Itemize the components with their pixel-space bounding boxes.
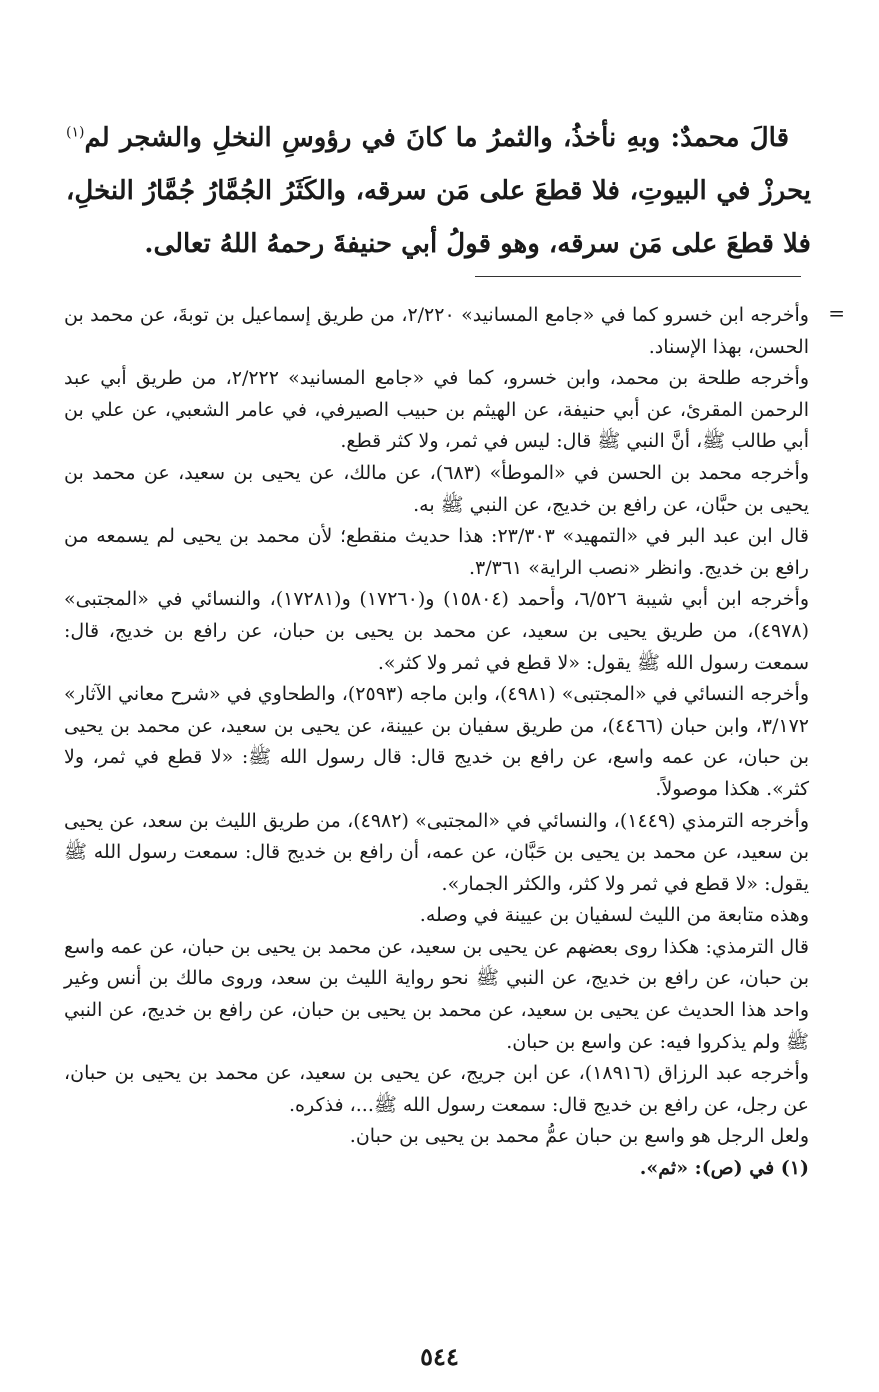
main-text-line: قطعَ على مَن سرقه، وهو قولُ أبي حنيفةَ رحمهُ اللهُ تعالى. (144, 229, 774, 259)
footnote-paragraph: قال ابن عبد البر في «التمهيد» ٢٣/٣٠٣: هذا حديث منقطع؛ لأن محمد بن يحيى لم يسمعه من رافع بن خديج. وانظر «نصب الراية» ٣/٣٦١. (64, 525, 809, 579)
footnote-paragraph: وأخرجه عبد الرزاق (١٨٩١٦)، عن ابن جريج، عن يحيى بن سعيد، عن محمد بن يحيى بن حبان، عن رجل، عن رافع بن خديج قال: سمعت رسول الله ﷺ...، فذكره. (64, 1062, 809, 1116)
footnote-paragraph: وأخرجه طلحة بن محمد، وابن خسرو، كما في «جامع المسانيد» ٢/٢٢٢، من طريق أبي عبد الرحمن المقرئ، عن أبي حنيفة، عن الهيثم بن حبيب الصيرفي، في عامر الشعبي، عن علي بن أبي طالب ﷺ، أنَّ النبي ﷺ قال: ليس في ثمر، ولا كثر قطع. (64, 367, 809, 453)
footnote-paragraph: وهذه متابعة من الليث لسفيان بن عيينة في وصله. (419, 904, 809, 927)
footnote-paragraph: وأخرجه ابن أبي شيبة ٦/٥٢٦، وأحمد (١٥٨٠٤) و(١٧٢٦٠) و(١٧٢٨١)، والنسائي في «المجتبى» (٤٩٧٨)، من طريق يحيى بن سعيد، عن محمد بن يحيى بن حبان، عن رافع بن خديج، قال: سمعت رسول الله ﷺ يقول: «لا قطع في ثمر ولا كثر». (64, 588, 810, 674)
footnote-paragraph: ولعل الرجل هو واسع بن حبان عمُّ محمد بن يحيى بن حبان. (349, 1125, 809, 1148)
continuation-marker: = (828, 301, 845, 325)
footnote-paragraph: وأخرجه النسائي في «المجتبى» (٤٩٨١)، وابن ماجه (٢٥٩٣)، والطحاوي في «شرح معاني الآثار» ٣/١٧٢، وابن حبان (٤٤٦٦)، من طريق سفيان بن عيينة، عن يحيى بن سعيد، عن محمد بن يحيى بن حبان، عن عمه واسع، عن رافع بن خديج قال: قال رسول الله ﷺ: «لا قطع في ثمر، ولا كثر». هكذا موصولاً. (64, 683, 810, 800)
footnotes (64, 300, 809, 1185)
footnote-paragraph: وأخرجه ابن خسرو كما في «جامع المسانيد» ٢/٢٢٠، من طريق إسماعيل بن توبةَ، عن محمد بن الحسن، بهذا الإسناد. (64, 304, 809, 358)
footnote-paragraph: وأخرجه محمد بن الحسن في «الموطأ» (٦٨٣)، عن مالك، عن يحيى بن سعيد، عن محمد بن يحيى بن حبَّان، عن رافع بن خديج، عن النبي ﷺ به. (64, 461, 809, 516)
footnote-paragraph: قال الترمذي: هكذا روى بعضهم عن يحيى بن سعيد، عن محمد بن يحيى بن حبان، عن عمه واسع بن حبان، عن رافع بن خديج، عن النبي ﷺ نحو رواية الليث بن سعد، وروى مالك بن أنس وغير واحد هذا الحديث عن يحيى بن سعيد، عن محمد بن يحيى بن حبان، عن رافع بن خديج، عن النبي ﷺ ولم يذكروا فيه: عن واسع بن حبان. (64, 935, 809, 1053)
main-text (66, 112, 811, 271)
main-text-line: يحرزْ في البيوتِ، فلا قطعَ على مَن سرقه، والكَثَرُ الجُمَّارُ جُمَّارُ النخلِ، فلا (66, 176, 811, 259)
own-footnote: (١) في (ص): «ثم». (639, 1157, 809, 1180)
footnote-separator (475, 276, 801, 277)
main-text-line: قالَ محمدٌ: وبهِ نأخذُ، والثمرُ ما كانَ في رؤوسِ النخلِ والشجر لم (84, 123, 789, 153)
footnote-reference[interactable]: (١) (66, 124, 85, 141)
page-number: ٥٤٤ (420, 1342, 459, 1371)
footnote-paragraph: وأخرجه الترمذي (١٤٤٩)، والنسائي في «المجتبى» (٤٩٨٢)، من طريق الليث بن سعد، عن يحيى بن سعيد، عن محمد بن يحيى بن حَبَّان، عن عمه، أن رافع بن خديج قال: سمعت رسول الله ﷺ يقول: «لا قطع في ثمر ولا كثر، والكثر الجمار». (64, 809, 809, 895)
